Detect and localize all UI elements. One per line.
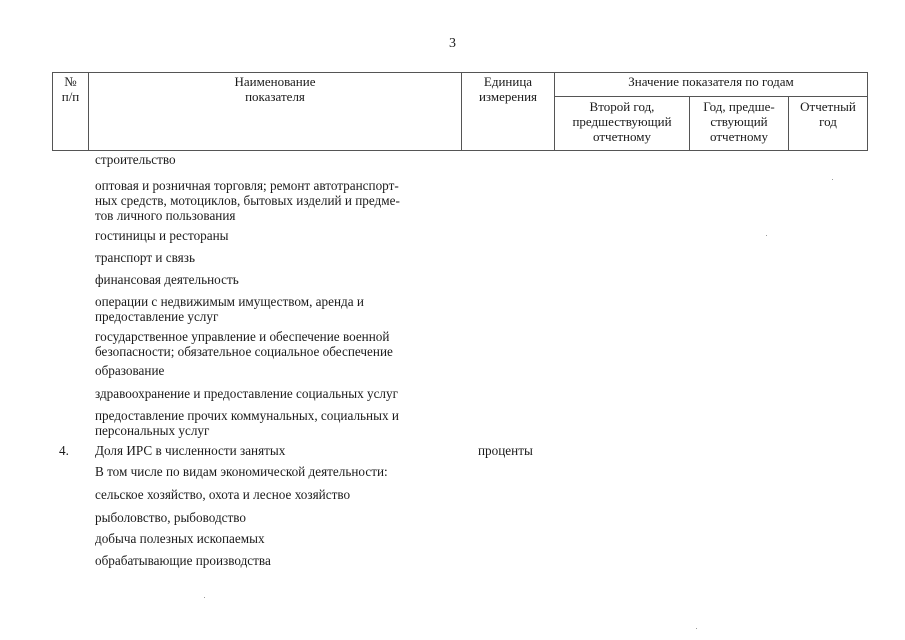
table-row: операции с недвижимым имуществом, аренда и предоставление услуг bbox=[95, 294, 364, 324]
header-bottom-border bbox=[52, 150, 868, 151]
table-row: финансовая деятельность bbox=[95, 272, 239, 287]
row-number: 4. bbox=[59, 443, 69, 458]
table-row: обрабатывающие производства bbox=[95, 553, 271, 568]
scan-speck bbox=[204, 597, 205, 598]
header-mid-border bbox=[554, 96, 868, 97]
table-row: Доля ИРС в численности занятых bbox=[95, 443, 286, 458]
table-row: образование bbox=[95, 363, 165, 378]
header-year-col: Отчетный год bbox=[800, 99, 856, 129]
header-num: № п/п bbox=[61, 74, 80, 104]
table-row: строительство bbox=[95, 152, 176, 167]
header-year-col: Второй год, предшествующий отчетному bbox=[572, 99, 672, 144]
header-year-col: Год, предше- ствующий отчетному bbox=[703, 99, 775, 144]
table-row: рыболовство, рыбоводство bbox=[95, 510, 247, 525]
table-row: оптовая и розничная торговля; ремонт автотранспорт- ных средств, мотоциклов, бытовых изделий и предме- тов личного пользования bbox=[95, 178, 400, 223]
table-row: В том числе по видам экономической деятельности: bbox=[95, 464, 388, 479]
header-unit: Единица измерения bbox=[478, 74, 538, 104]
page-number: 3 bbox=[449, 36, 456, 51]
header-name: Наименование показателя bbox=[234, 74, 316, 104]
scan-speck bbox=[696, 628, 697, 629]
header-values-group: Значение показателя по годам bbox=[628, 74, 794, 89]
header-top-border bbox=[52, 72, 868, 73]
row-unit: проценты bbox=[478, 443, 533, 458]
table-row: добыча полезных ископаемых bbox=[95, 531, 265, 546]
table-row: гостиницы и рестораны bbox=[95, 228, 229, 243]
table-row: предоставление прочих коммунальных, социальных и персональных услуг bbox=[95, 408, 399, 438]
table-row: сельское хозяйство, охота и лесное хозяйство bbox=[95, 487, 351, 502]
scan-speck bbox=[766, 235, 767, 236]
table-row: государственное управление и обеспечение военной безопасности; обязательное социальное обеспечение bbox=[95, 329, 393, 359]
table-row: транспорт и связь bbox=[95, 250, 195, 265]
table-row: здравоохранение и предоставление социальных услуг bbox=[95, 386, 399, 401]
scan-speck bbox=[832, 179, 833, 180]
